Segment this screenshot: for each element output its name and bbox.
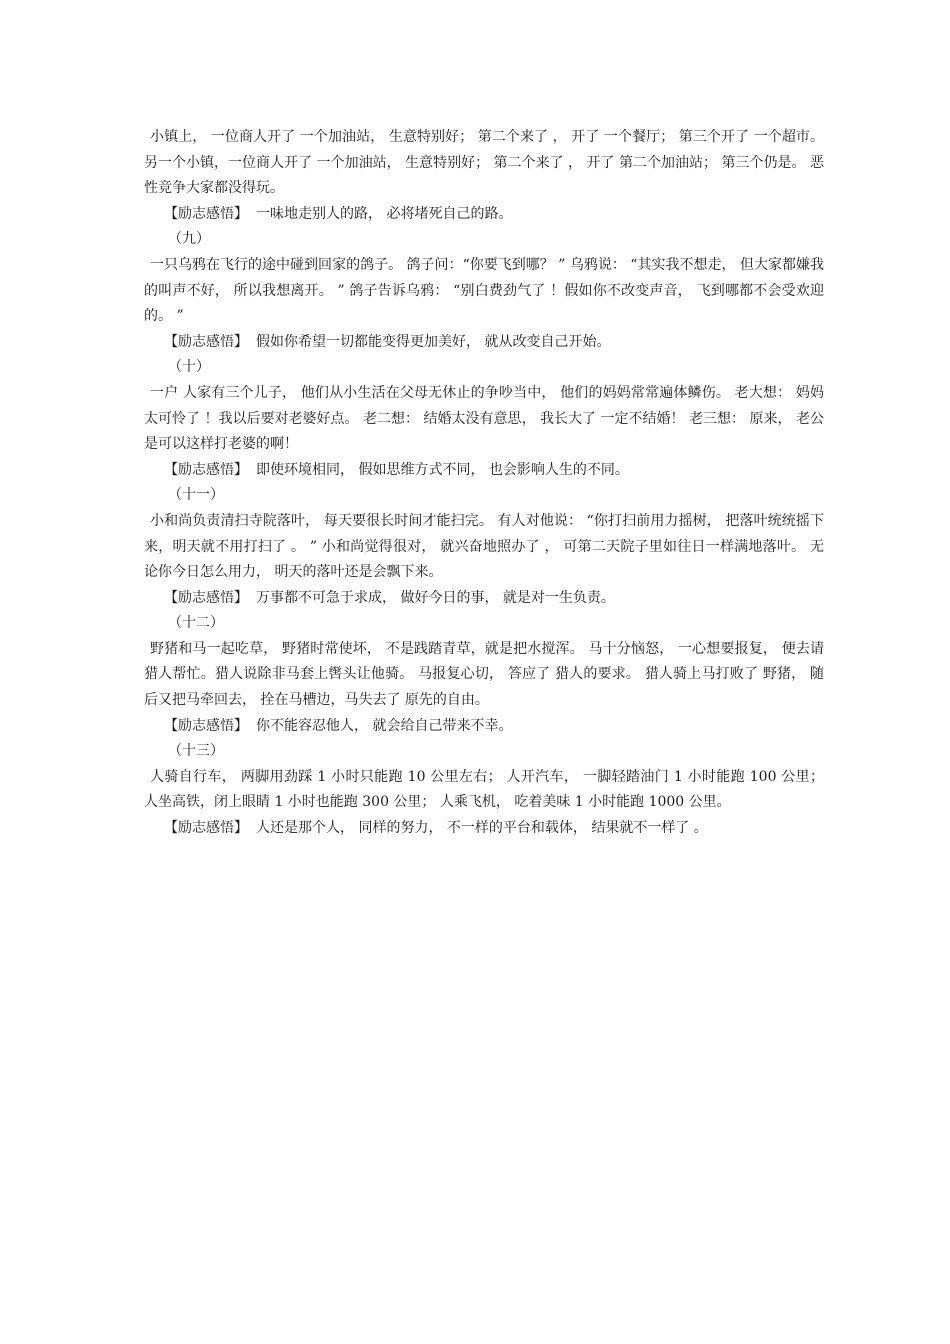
story-paragraph: 一只乌鸦在飞行的途中碰到回家的鸽子。 鸽子问：“你要飞到哪？ ” 乌鸦说： “其实我不想走， 但大家都嫌我的叫声不好， 所以我想离开。 ” 鸽子告诉乌鸦： “别白费劲气了 ！假如你不改变声音， 飞到哪都不会受欢迎的。 ” [144, 256, 824, 325]
insight-line [144, 202, 824, 228]
insight-text: 即使环境相同， 假如思维方式不同， 也会影响人生的不同。 [256, 461, 629, 478]
insight-text: 你不能容忍他人， 就会给自己带来不幸。 [256, 717, 513, 734]
story-paragraph: 野猪和马一起吃草， 野猪时常使坏， 不是践踏青草，就是把水搅浑。 马十分恼怒， 一心想要报复， 便去请猎人帮忙。猎人说除非马套上辔头让他骑。 马报复心切， 答应了 猎人的要求。 猎人骑上马打败了 野猪， 随后又把马牵回去， 拴在马槽边，马失去了 原先的自由。 [144, 640, 824, 709]
document-body [144, 125, 824, 842]
insight-label: 【励志感悟】 [164, 717, 248, 734]
insight-label: 【励志感悟】 [164, 589, 248, 606]
insight-line [144, 586, 824, 612]
story-paragraph: 小和尚负责清扫寺院落叶， 每天要很长时间才能扫完。 有人对他说： “你打扫前用力摇树， 把落叶统统摇下来，明天就不用打扫了 。 ” 小和尚觉得很对， 就兴奋地照办了 ， 可第二天院子里如往日一样满地落叶。 无论你今日怎么用力， 明天的落叶还是会飘下来。 [144, 512, 824, 581]
insight-text: 一味地走别人的路， 必将堵死自己的路。 [256, 205, 513, 222]
insight-label: 【励志感悟】 [164, 205, 248, 222]
insight-text: 人还是那个人， 同样的努力， 不一样的平台和载体， 结果就不一样了 。 [256, 820, 708, 837]
section-heading: （十） [168, 359, 210, 376]
section-heading: （九） [168, 231, 210, 248]
insight-text: 万事都不可急于求成， 做好今日的事， 就是对一生负责。 [256, 589, 615, 606]
section-heading: （十一） [168, 487, 224, 504]
section-heading: （十三） [168, 743, 224, 760]
story-paragraph: 人骑自行车， 两脚用劲踩 1 小时只能跑 10 公里左右； 人开汽车， 一脚轻踏油门 1 小时能跑 100 公里； 人坐高铁，闭上眼睛 1 小时也能跑 300 公里； 人乘飞机， 吃着美味 1 小时能跑 1000 公里。 [144, 768, 824, 811]
insight-line [144, 458, 824, 484]
story-paragraph: 一户 人家有三个儿子， 他们从小生活在父母无休止的争吵当中， 他们的妈妈常常遍体鳞伤。 老大想： 妈妈太可怜了 ！我以后要对老婆好点。 老二想： 结婚太没有意思， 我长大了 一定不结婚！ 老三想： 原来， 老公是可以这样打老婆的啊！ [144, 384, 824, 453]
insight-line [144, 816, 824, 842]
insight-text: 假如你希望一切都能变得更加美好， 就从改变自己开始。 [256, 333, 611, 350]
insight-line [144, 330, 824, 356]
insight-label: 【励志感悟】 [164, 461, 248, 478]
section-heading: （十二） [168, 615, 224, 632]
insight-label: 【励志感悟】 [164, 820, 248, 837]
insight-line [144, 714, 824, 740]
insight-label: 【励志感悟】 [164, 333, 248, 350]
story-paragraph: 小镇上， 一位商人开了 一个加油站， 生意特别好； 第二个来了 ， 开了 一个餐厅； 第三个开了 一个超市。 另一个小镇，一位商人开了 一个加油站， 生意特别好； 第二个来了 ， 开了 第二个加油站； 第三个仍是。 恶性竞争大家都没得玩。 [144, 129, 824, 197]
